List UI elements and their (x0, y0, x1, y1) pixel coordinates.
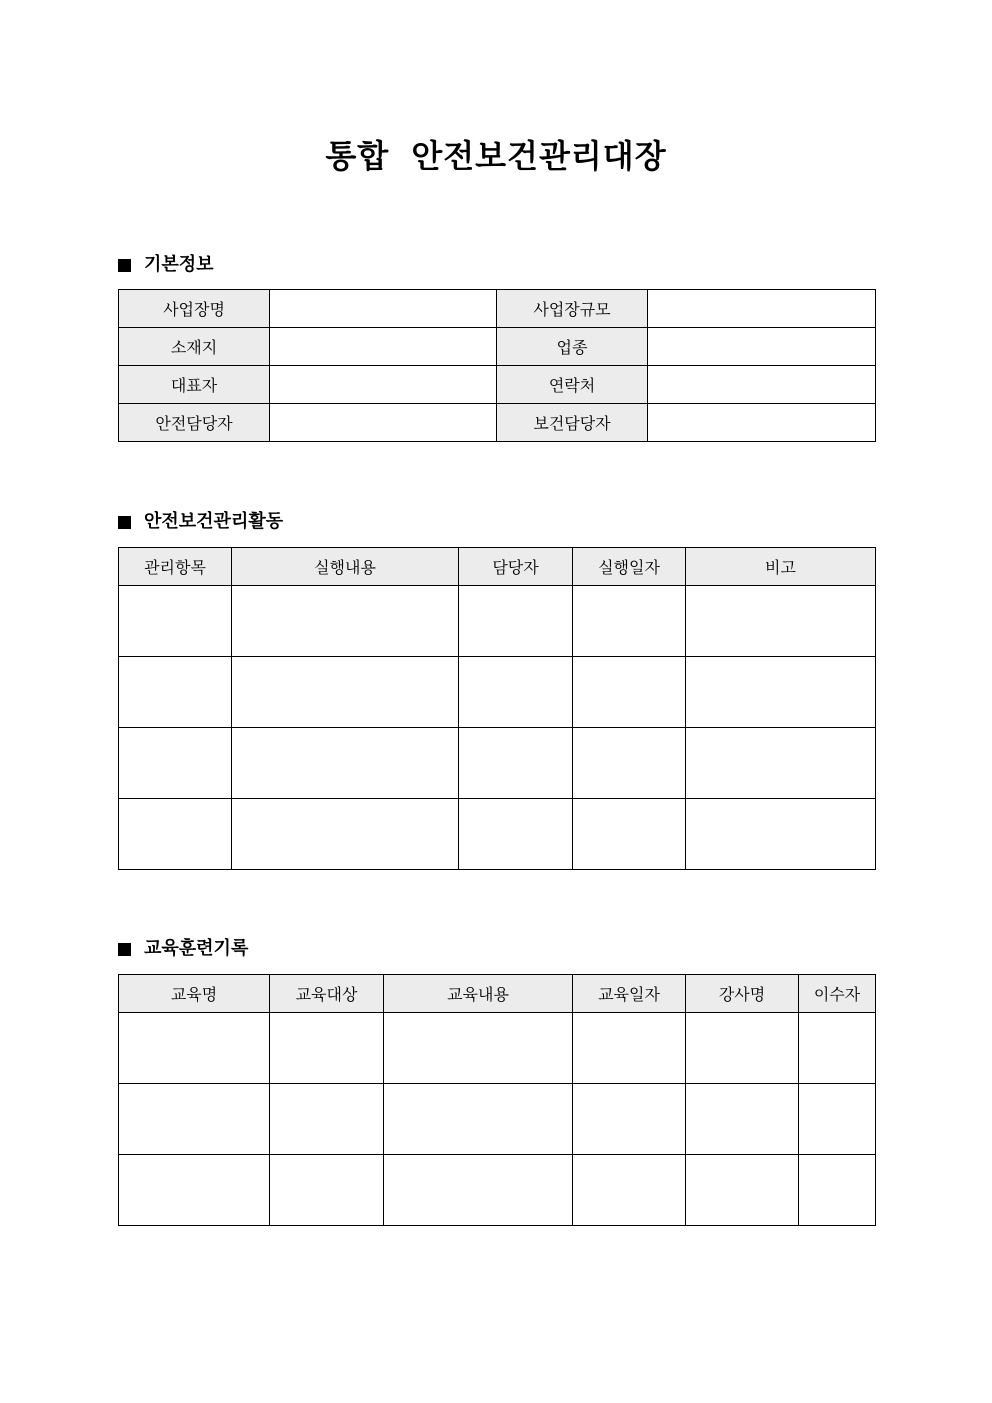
table-cell[interactable] (119, 1084, 270, 1155)
table-cell[interactable] (686, 657, 876, 728)
field-label-location: 소재지 (119, 328, 270, 366)
column-header-completers: 이수자 (799, 975, 876, 1013)
table-cell[interactable] (119, 657, 232, 728)
column-header-course-date: 교육일자 (573, 975, 686, 1013)
section-heading-activities (118, 510, 283, 534)
field-label-business-name: 사업장명 (119, 290, 270, 328)
field-value-business-size[interactable] (648, 290, 876, 328)
table-cell[interactable] (799, 1013, 876, 1084)
table-cell[interactable] (119, 728, 232, 799)
table-cell[interactable] (799, 1155, 876, 1226)
document-title: 통합 안전보건관리대장 (325, 137, 667, 175)
table-row (119, 728, 876, 799)
square-bullet-icon (118, 516, 131, 529)
table-row (119, 290, 876, 328)
field-value-business-name[interactable] (270, 290, 497, 328)
field-label-health-manager: 보건담당자 (497, 404, 648, 442)
square-bullet-icon (118, 943, 131, 956)
table-row (119, 1013, 876, 1084)
field-value-health-manager[interactable] (648, 404, 876, 442)
table-cell[interactable] (686, 728, 876, 799)
table-cell[interactable] (270, 1084, 384, 1155)
table-cell[interactable] (686, 799, 876, 870)
column-header-remarks: 비고 (686, 548, 876, 586)
table-cell[interactable] (384, 1155, 573, 1226)
table-cell[interactable] (573, 728, 686, 799)
table-cell[interactable] (686, 586, 876, 657)
table-cell[interactable] (270, 1155, 384, 1226)
column-header-course-name: 교육명 (119, 975, 270, 1013)
table-cell[interactable] (232, 728, 459, 799)
table-row (119, 404, 876, 442)
table-cell[interactable] (573, 1013, 686, 1084)
table-cell[interactable] (384, 1013, 573, 1084)
table-cell[interactable] (459, 799, 573, 870)
table-row (119, 799, 876, 870)
table-row (119, 586, 876, 657)
field-value-contact[interactable] (648, 366, 876, 404)
table-cell[interactable] (573, 586, 686, 657)
table-cell[interactable] (573, 1084, 686, 1155)
field-value-representative[interactable] (270, 366, 497, 404)
field-label-business-size: 사업장규모 (497, 290, 648, 328)
column-header-date: 실행일자 (573, 548, 686, 586)
field-label-industry: 업종 (497, 328, 648, 366)
field-label-representative: 대표자 (119, 366, 270, 404)
section-heading-training (118, 937, 248, 961)
table-cell[interactable] (232, 799, 459, 870)
training-table (118, 974, 876, 1226)
section-heading-label: 교육훈련기록 (144, 938, 249, 959)
field-value-industry[interactable] (648, 328, 876, 366)
table-cell[interactable] (270, 1013, 384, 1084)
table-row (119, 1084, 876, 1155)
table-header-row (119, 975, 876, 1013)
column-header-item: 관리항목 (119, 548, 232, 586)
table-cell[interactable] (232, 586, 459, 657)
table-row (119, 328, 876, 366)
table-cell[interactable] (459, 586, 573, 657)
table-cell[interactable] (686, 1155, 799, 1226)
field-label-safety-manager: 안전담당자 (119, 404, 270, 442)
column-header-content: 실행내용 (232, 548, 459, 586)
table-cell[interactable] (573, 1155, 686, 1226)
section-heading-label: 안전보건관리활동 (144, 511, 284, 532)
table-cell[interactable] (686, 1013, 799, 1084)
table-cell[interactable] (799, 1084, 876, 1155)
section-heading-label: 기본정보 (144, 254, 214, 275)
column-header-target: 교육대상 (270, 975, 384, 1013)
table-row (119, 366, 876, 404)
table-row (119, 657, 876, 728)
table-cell[interactable] (573, 657, 686, 728)
table-cell[interactable] (232, 657, 459, 728)
table-cell[interactable] (459, 657, 573, 728)
table-cell[interactable] (119, 799, 232, 870)
table-cell[interactable] (119, 1155, 270, 1226)
column-header-person: 담당자 (459, 548, 573, 586)
table-cell[interactable] (459, 728, 573, 799)
table-row (119, 1155, 876, 1226)
table-cell[interactable] (119, 586, 232, 657)
table-cell[interactable] (686, 1084, 799, 1155)
square-bullet-icon (118, 259, 131, 272)
column-header-instructor: 강사명 (686, 975, 799, 1013)
table-cell[interactable] (384, 1084, 573, 1155)
field-value-location[interactable] (270, 328, 497, 366)
field-label-contact: 연락처 (497, 366, 648, 404)
table-cell[interactable] (573, 799, 686, 870)
field-value-safety-manager[interactable] (270, 404, 497, 442)
activities-table (118, 547, 876, 870)
table-cell[interactable] (119, 1013, 270, 1084)
section-heading-basic-info (118, 253, 214, 277)
column-header-course-content: 교육내용 (384, 975, 573, 1013)
table-header-row (119, 548, 876, 586)
basic-info-table (118, 289, 876, 442)
